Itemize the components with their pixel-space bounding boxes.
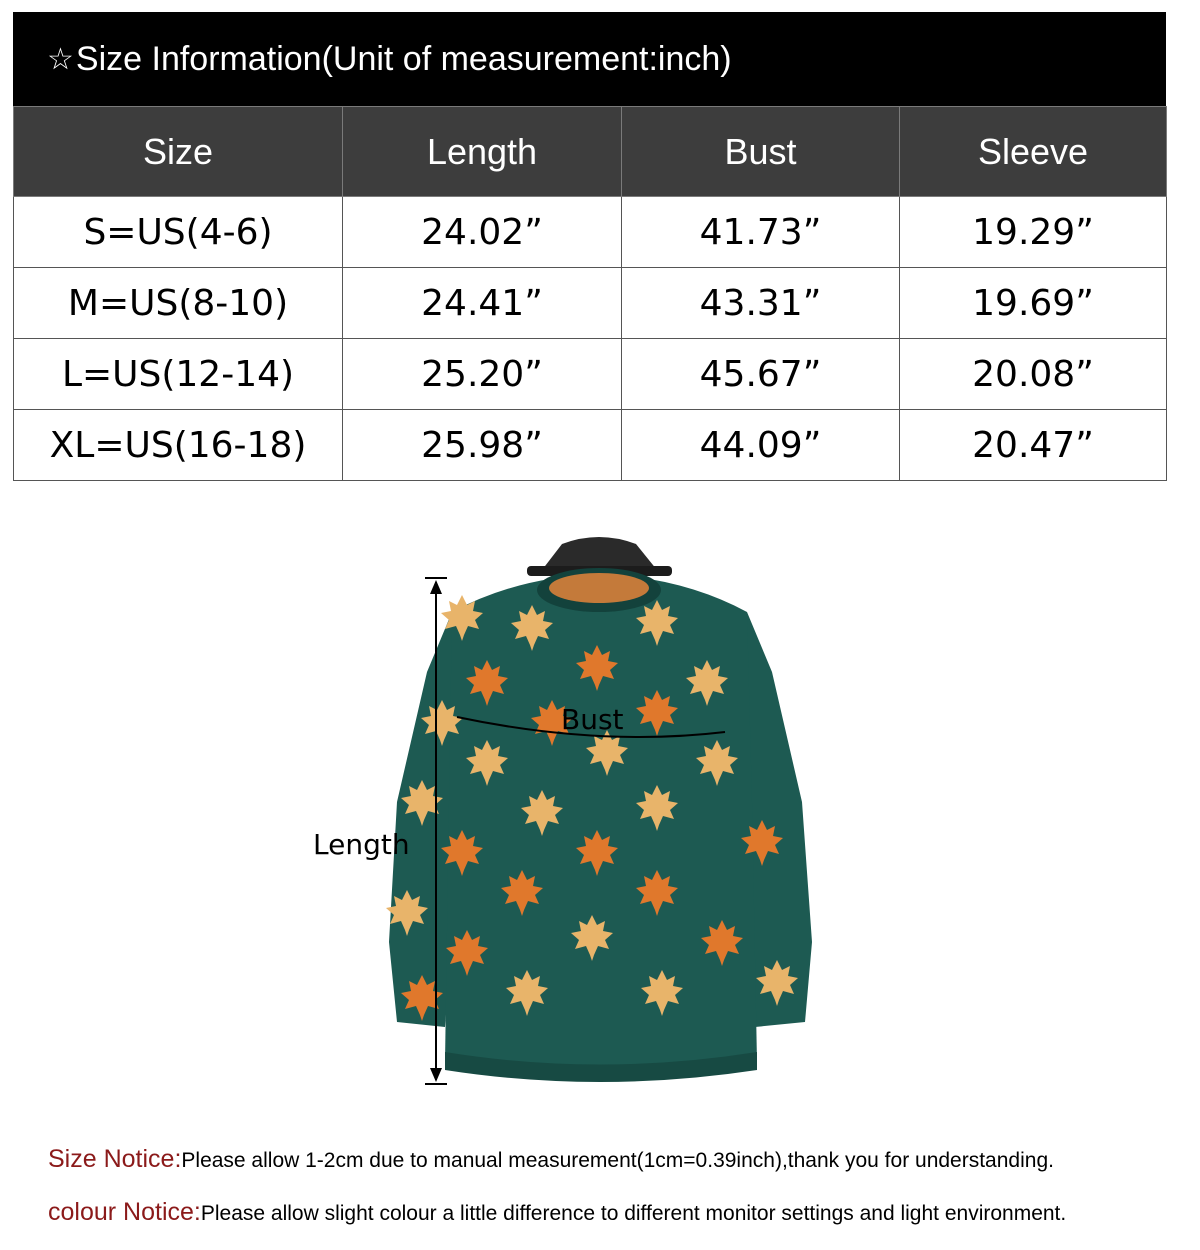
- length-cell: 25.98”: [343, 410, 622, 481]
- size-info-header: [13, 12, 1166, 106]
- sleeve-cell: 19.29”: [900, 197, 1167, 268]
- bust-cell: 45.67”: [622, 339, 900, 410]
- table-header-row: [14, 107, 1167, 197]
- table-row: [14, 268, 1167, 339]
- length-label: Length: [313, 828, 410, 861]
- size-cell: S=US(4-6): [14, 197, 343, 268]
- size-cell: XL=US(16-18): [14, 410, 343, 481]
- bust-cell: 43.31”: [622, 268, 900, 339]
- sweater-photo: [367, 522, 832, 1107]
- size-cell: M=US(8-10): [14, 268, 343, 339]
- length-cell: 24.02”: [343, 197, 622, 268]
- table-row: [14, 197, 1167, 268]
- sleeve-cell: 19.69”: [900, 268, 1167, 339]
- table-row: [14, 339, 1167, 410]
- table-row: [14, 410, 1167, 481]
- sleeve-cell: 20.47”: [900, 410, 1167, 481]
- column-header-bust: Bust: [622, 107, 900, 197]
- column-header-length: Length: [343, 107, 622, 197]
- bust-cell: 41.73”: [622, 197, 900, 268]
- size-notice-title: Size Notice:: [48, 1145, 182, 1173]
- length-cell: 24.41”: [343, 268, 622, 339]
- colour-notice-title: colour Notice:: [48, 1198, 201, 1226]
- size-info-title: Size Information(Unit of measurement:inch): [75, 39, 732, 78]
- bust-label: Bust: [561, 703, 624, 736]
- size-notice: [48, 1145, 1054, 1174]
- sweater-body: [445, 574, 757, 1075]
- column-header-sleeve: Sleeve: [900, 107, 1167, 197]
- colour-notice: [48, 1198, 1066, 1227]
- colour-notice-text: Please allow slight colour a little difference to different monitor settings and light environment.: [200, 1202, 1067, 1225]
- length-cell: 25.20”: [343, 339, 622, 410]
- column-header-size: Size: [14, 107, 343, 197]
- bust-cell: 44.09”: [622, 410, 900, 481]
- size-notice-text: Please allow 1-2cm due to manual measurement(1cm=0.39inch),thank you for understanding.: [181, 1149, 1054, 1172]
- sleeve-cell: 20.08”: [900, 339, 1167, 410]
- size-cell: L=US(12-14): [14, 339, 343, 410]
- star-icon: ☆: [47, 41, 74, 77]
- size-table: [13, 106, 1167, 481]
